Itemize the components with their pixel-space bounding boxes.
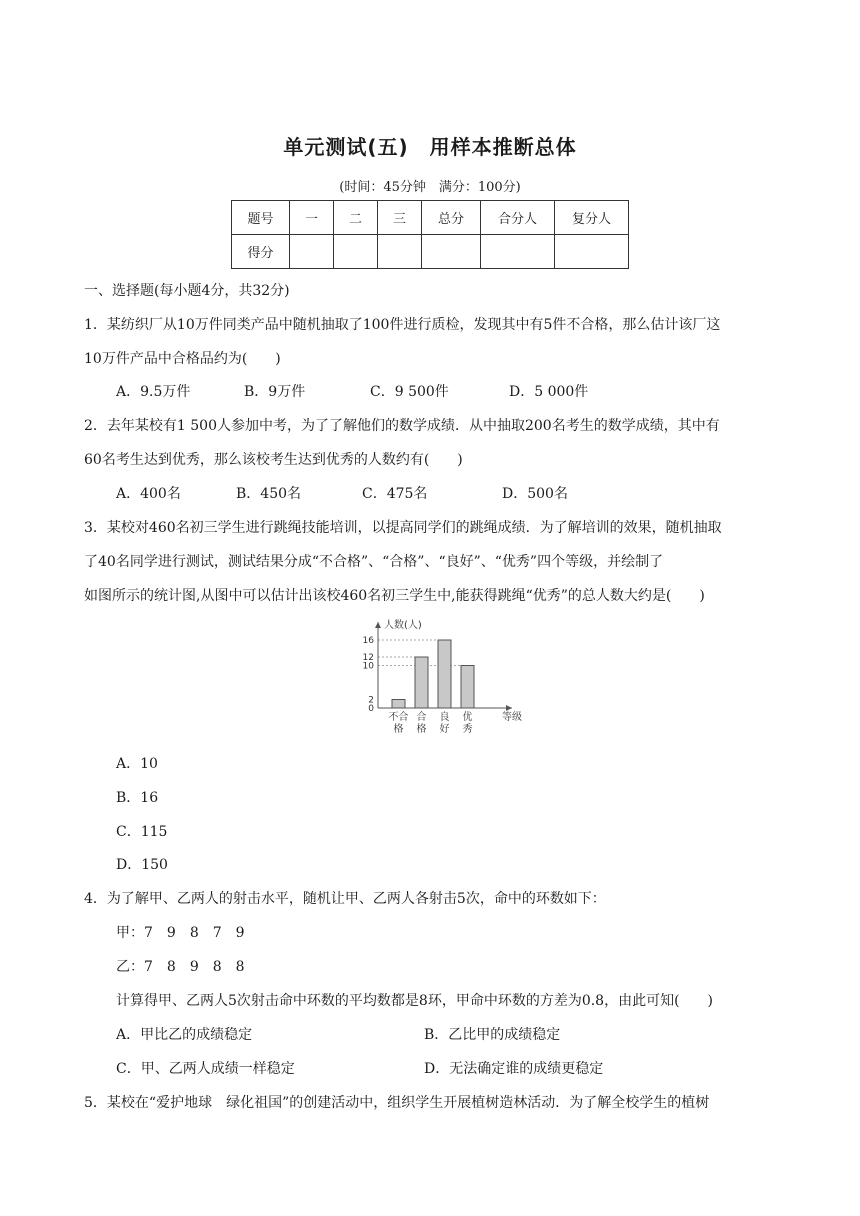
bar: [461, 666, 474, 709]
question-2-option-d: D．500名: [502, 486, 568, 502]
score-table: [231, 200, 629, 269]
bar: [392, 700, 405, 709]
question-3-option-b: B．16: [116, 790, 159, 806]
score-table-header-row: [232, 201, 629, 235]
question-4-jia-scores: 甲：7 9 8 7 9: [116, 925, 245, 941]
score-cell: [422, 235, 481, 269]
question-2-option-a: A．400名: [116, 486, 181, 502]
question-4-option-d: D．无法确定谁的成绩更稳定: [424, 1061, 604, 1077]
score-table-score-row: [232, 235, 629, 269]
y-axis-label: 人数(人): [384, 620, 422, 631]
score-cell: 二: [334, 201, 378, 235]
question-4-option-c: C．甲、乙两人成绩一样稳定: [116, 1061, 295, 1077]
x-tick-label: 合: [416, 712, 427, 723]
question-3-text: 3．某校对460名初三学生进行跳绳技能培训，以提高同学们的跳绳成绩．为了解培训的效果，随机抽取: [84, 520, 722, 536]
score-cell: 得分: [232, 235, 290, 269]
x-tick-label: 格: [393, 724, 404, 735]
question-3-option-a: A．10: [116, 756, 158, 772]
score-cell: [334, 235, 378, 269]
question-2-option-b: B．450名: [236, 486, 302, 502]
bar-chart: [352, 616, 532, 740]
question-1-option-c: C．9 500件: [370, 384, 449, 400]
x-tick-label: 好: [439, 724, 450, 735]
x-tick-label: 格: [416, 724, 427, 735]
y-tick-label: 0: [368, 704, 374, 714]
score-cell: [290, 235, 334, 269]
y-tick-label: 2: [368, 695, 374, 706]
question-2-option-c: C．475名: [362, 486, 428, 502]
page-title: 单元测试(五) 用样本推断总体: [283, 135, 577, 159]
score-cell: 题号: [232, 201, 290, 235]
x-axis-label: 等级: [502, 712, 522, 723]
question-4-yi-scores: 乙：7 8 9 8 8: [116, 959, 245, 975]
x-tick-label: 不合: [388, 712, 409, 723]
x-tick-label: 良: [439, 712, 450, 723]
x-tick-label: 优: [462, 712, 473, 723]
score-cell: [378, 235, 422, 269]
question-1-text: 10万件产品中合格品约为( ): [84, 351, 281, 367]
question-4-text: 计算得甲、乙两人5次射击命中环数的平均数都是8环，甲命中环数的方差为0.8，由此可知( ): [116, 993, 714, 1009]
question-1-text: 1．某纺织厂从10万件同类产品中随机抽取了100件进行质检，发现其中有5件不合格，那么估计该厂这: [84, 317, 721, 333]
question-4-option-b: B．乙比甲的成绩稳定: [424, 1027, 561, 1043]
question-3-option-c: C．115: [116, 824, 168, 840]
question-3-option-d: D．150: [116, 857, 168, 873]
x-tick-label: 秀: [462, 724, 473, 735]
score-cell: 合分人: [481, 201, 555, 235]
question-3-text: 如图所示的统计图,从图中可以估计出该校460名初三学生中,能获得跳绳“优秀”的总人数大约是( ): [84, 588, 705, 604]
y-tick-label: 16: [362, 636, 374, 646]
question-1-option-d: D．5 000件: [509, 384, 589, 400]
score-cell: 复分人: [555, 201, 629, 235]
score-cell: 三: [378, 201, 422, 235]
y-tick-label: 10: [362, 661, 374, 672]
score-cell: 总分: [422, 201, 481, 235]
question-2-text: 60名考生达到优秀，那么该校考生达到优秀的人数约有( ): [84, 452, 463, 468]
bar: [438, 640, 451, 708]
question-1-option-a: A．9.5万件: [116, 384, 191, 400]
question-5-text: 5．某校在“爱护地球 绿化祖国”的创建活动中，组织学生开展植树造林活动．为了解全校学生的植树: [84, 1095, 710, 1111]
question-4-option-a: A．甲比乙的成绩稳定: [116, 1027, 253, 1043]
y-axis-arrow: [375, 622, 381, 628]
bar: [415, 657, 428, 708]
section-heading: 一、选择题(每小题4分，共32分): [84, 283, 290, 299]
question-2-text: 2．去年某校有1 500人参加中考，为了了解他们的数学成绩．从中抽取200名考生的数学成绩，其中有: [84, 418, 720, 434]
y-tick-label: 12: [362, 653, 374, 663]
question-4-text: 4．为了解甲、乙两人的射击水平，随机让甲、乙两人各射击5次，命中的环数如下：: [84, 891, 606, 907]
question-3-text: 了40名同学进行测试，测试结果分成“不合格”、“合格”、“良好”、“优秀”四个等级，并绘制了: [84, 554, 664, 570]
x-axis-arrow: [506, 705, 512, 711]
score-cell: [555, 235, 629, 269]
question-1-option-b: B．9万件: [244, 384, 306, 400]
score-cell: 一: [290, 201, 334, 235]
score-cell: [481, 235, 555, 269]
exam-info: (时间：45分钟 满分：100分): [339, 180, 521, 195]
